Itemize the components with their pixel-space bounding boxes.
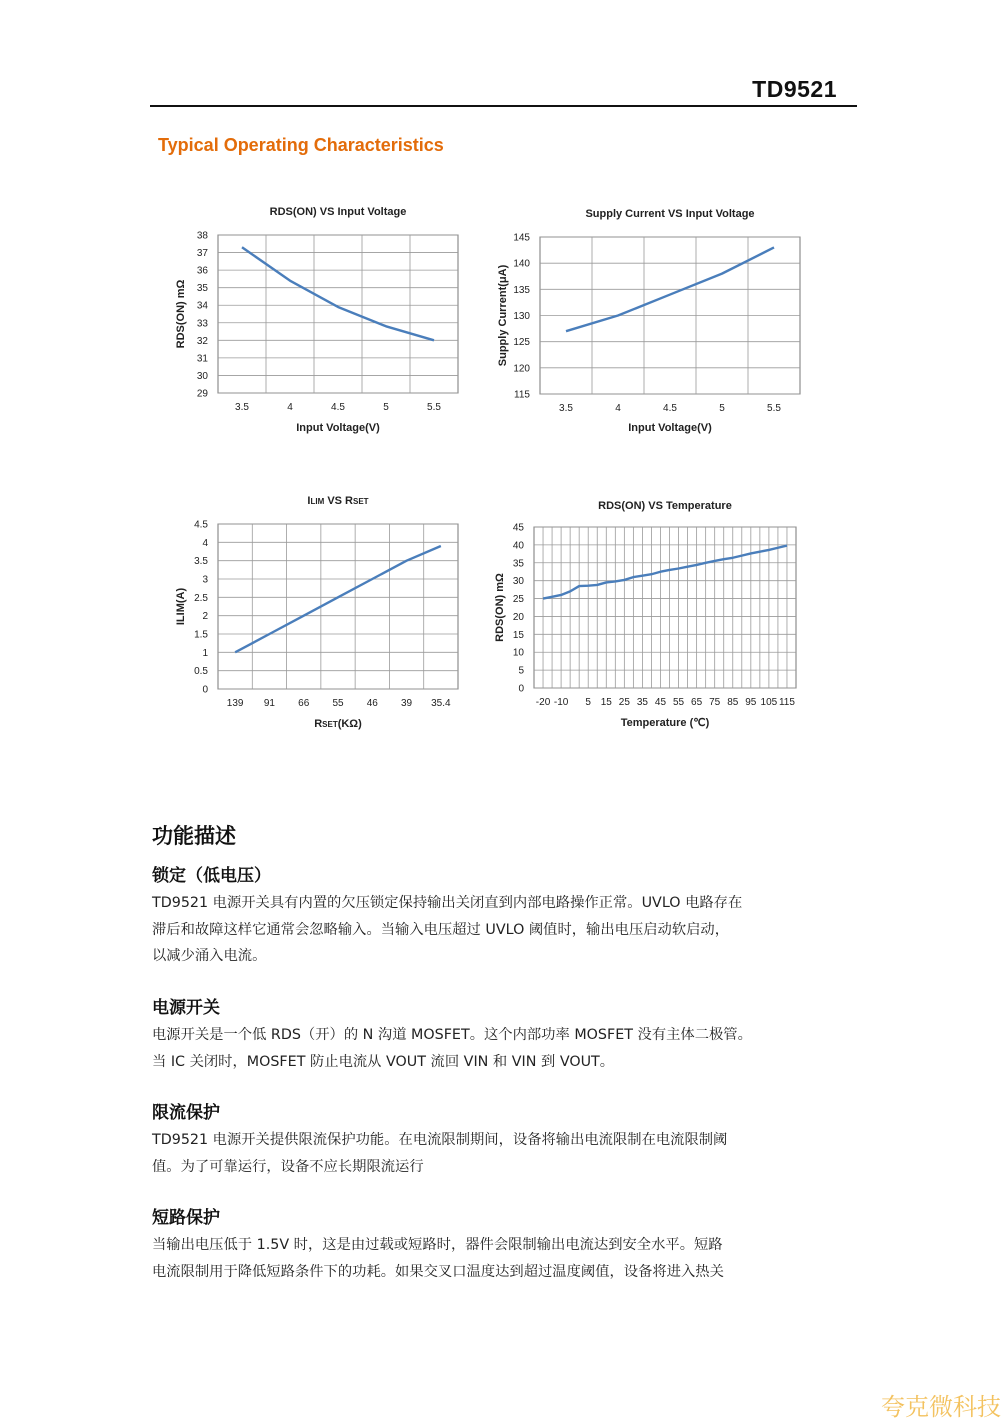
x-tick-label: 55 [332,698,344,709]
y-tick-label: 125 [513,337,530,349]
x-tick-label: 5.5 [767,403,781,414]
plot-area [218,235,458,393]
x-axis-label: Input Voltage(V) [628,422,712,434]
label-subscript: SET [322,720,338,729]
label-part: R [314,718,323,730]
section-current-limit [152,1098,857,1180]
text-line: TD9521 电源开关提供限流保护功能。在电流限制期间，设备将输出电流限制在电流限制阈 [152,1132,728,1148]
title-part: I [307,495,311,507]
x-tick-label: 66 [298,698,310,709]
x-tick-label: 25 [618,697,630,708]
plot-area [218,524,458,689]
y-tick-label: 30 [196,370,208,382]
y-tick-label: 4 [202,537,208,549]
section-text-short-circuit [152,1232,857,1285]
x-tick-label: 4 [615,403,621,414]
x-tick-label: 105 [760,697,778,708]
section-heading: Typical Operating Characteristics [158,135,444,155]
y-tick-label: 120 [513,363,530,375]
chart-title: RDS(ON) VS Temperature [598,500,732,512]
text-line: 以减少涌入电流。 [152,948,267,964]
section-power-switch [152,993,857,1075]
chart-title [307,495,368,507]
y-tick-label: 30 [512,576,524,588]
x-tick-label: 45 [654,697,667,708]
section-text-uvlo [152,890,857,970]
x-tick-label: 65 [691,697,703,708]
x-tick-label: 55 [672,697,685,708]
label-part: (KΩ) [337,718,362,730]
x-axis-label [314,718,362,730]
x-tick-label: 5 [719,403,725,414]
x-tick-label: 35 [636,697,648,708]
chart-rds-vs-input-voltage [160,195,480,445]
y-tick-label: 33 [196,318,208,330]
text-line: 值。为了可靠运行，设备不应长期限流运行 [152,1158,424,1175]
x-tick-label: 5 [383,402,389,413]
chart-ilim-vs-rset [160,485,480,740]
section-text-current-limit [152,1127,857,1180]
section-short-circuit [152,1203,857,1285]
y-tick-label: 32 [196,335,208,347]
y-tick-label: 40 [512,540,524,552]
y-tick-label: 20 [512,611,524,623]
x-tick-label: -20 [535,697,551,708]
x-tick-label: 115 [778,697,795,708]
y-axis-label: RDS(ON) mΩ [175,279,187,349]
section-heading-uvlo: 锁定（低电压） [152,866,271,886]
x-tick-label: 3.5 [235,402,249,413]
y-tick-label: 1 [202,647,208,659]
y-tick-label: 0.5 [194,666,208,678]
x-tick-label: 15 [600,697,612,708]
text-line: 滞后和故障这样它通常会忽略输入。当输入电压超过 UVLO 阈值时，输出电压启动软启动， [152,921,730,938]
plot-group [494,500,796,729]
x-tick-label: 35.4 [431,698,451,709]
y-tick-label: 37 [196,248,208,260]
x-axis-label: Temperature (℃) [620,717,710,729]
y-axis-label: ILIM(A) [175,587,187,626]
x-tick-label: -10 [553,697,569,708]
y-tick-label: 34 [196,300,208,312]
y-tick-label: 45 [512,522,524,534]
y-tick-label: 2 [202,611,208,623]
text-line: 当 IC 关闭时，MOSFET 防止电流从 VOUT 流回 VIN 和 VIN 到 VOUT。 [152,1053,615,1070]
x-axis-label: Input Voltage(V) [296,422,380,434]
x-tick-label: 75 [709,697,721,708]
y-axis-label: RDS(ON) mΩ [494,573,506,642]
y-tick-label: 0 [518,683,524,695]
y-tick-label: 1.5 [194,629,208,641]
function-description-title [152,820,857,850]
section-uvlo [152,861,857,970]
text-line: TD9521 电源开关具有内置的欠压锁定保持输出关闭直到内部电路操作正常。UVLO 电路存在 [152,895,743,911]
y-tick-label: 3.5 [194,556,208,568]
y-tick-label: 145 [513,232,530,244]
x-tick-label: 5.5 [427,402,441,413]
y-tick-label: 35 [512,558,524,570]
chart-rds-vs-temperature [490,490,820,740]
y-tick-label: 135 [513,284,530,296]
x-tick-label: 5 [585,697,591,708]
y-tick-label: 25 [512,594,524,606]
section-heading-current-limit: 限流保护 [152,1103,220,1123]
y-tick-label: 0 [202,684,208,696]
description-heading: 功能描述 [152,824,236,848]
plot-group [175,206,458,434]
text-line: 电源开关是一个低 RDS（开）的 N 沟道 MOSFET。这个内部功率 MOSFET 没有主体二极管。 [152,1027,752,1043]
x-tick-label: 91 [263,698,275,709]
section-heading-power-switch: 电源开关 [152,998,220,1018]
y-tick-label: 36 [196,265,208,277]
title-subscript: SET [353,497,369,506]
title-subscript: LIM [310,497,325,506]
chart-title: RDS(ON) VS Input Voltage [269,206,407,218]
chart-supply-current-vs-input-voltage [490,195,820,445]
header-rule [150,105,857,107]
chart-title: Supply Current VS Input Voltage [585,208,755,220]
y-tick-label: 15 [512,629,524,641]
y-tick-label: 38 [196,230,208,242]
title-part: VS R [324,495,354,507]
y-tick-label: 29 [196,388,208,400]
x-tick-label: 139 [226,698,244,709]
y-tick-label: 31 [196,353,208,365]
x-tick-label: 3.5 [559,403,573,414]
x-tick-label: 46 [366,698,378,709]
y-axis-label: Supply Current(μA) [497,264,509,367]
plot-group [497,208,800,434]
y-tick-label: 140 [513,258,530,270]
x-tick-label: 4 [287,402,293,413]
y-tick-label: 3 [202,574,208,586]
y-tick-label: 10 [512,647,524,659]
text-line: 电流限制用于降低短路条件下的功耗。如果交叉口温度达到超过温度阈值，设备将进入热关 [152,1263,724,1280]
section-heading-short-circuit: 短路保护 [152,1208,220,1228]
y-tick-label: 115 [514,389,530,401]
watermark: 夸克微科技 [881,1393,1001,1421]
x-tick-label: 4.5 [663,403,677,414]
x-tick-label: 85 [727,697,739,708]
text-line: 当输出电压低于 1.5V 时，这是由过载或短路时，器件会限制输出电流达到安全水平。短路 [152,1237,723,1253]
x-tick-label: 95 [745,697,757,708]
y-tick-label: 35 [196,283,208,295]
section-text-power-switch [152,1022,857,1075]
y-tick-label: 2.5 [194,592,208,604]
x-tick-label: 39 [401,698,413,709]
plot-group [175,495,458,730]
y-tick-label: 5 [518,665,524,677]
page-header-part-number: TD9521 [752,76,837,102]
x-tick-label: 4.5 [331,402,345,413]
y-tick-label: 130 [513,311,530,322]
y-tick-label: 4.5 [194,519,208,531]
